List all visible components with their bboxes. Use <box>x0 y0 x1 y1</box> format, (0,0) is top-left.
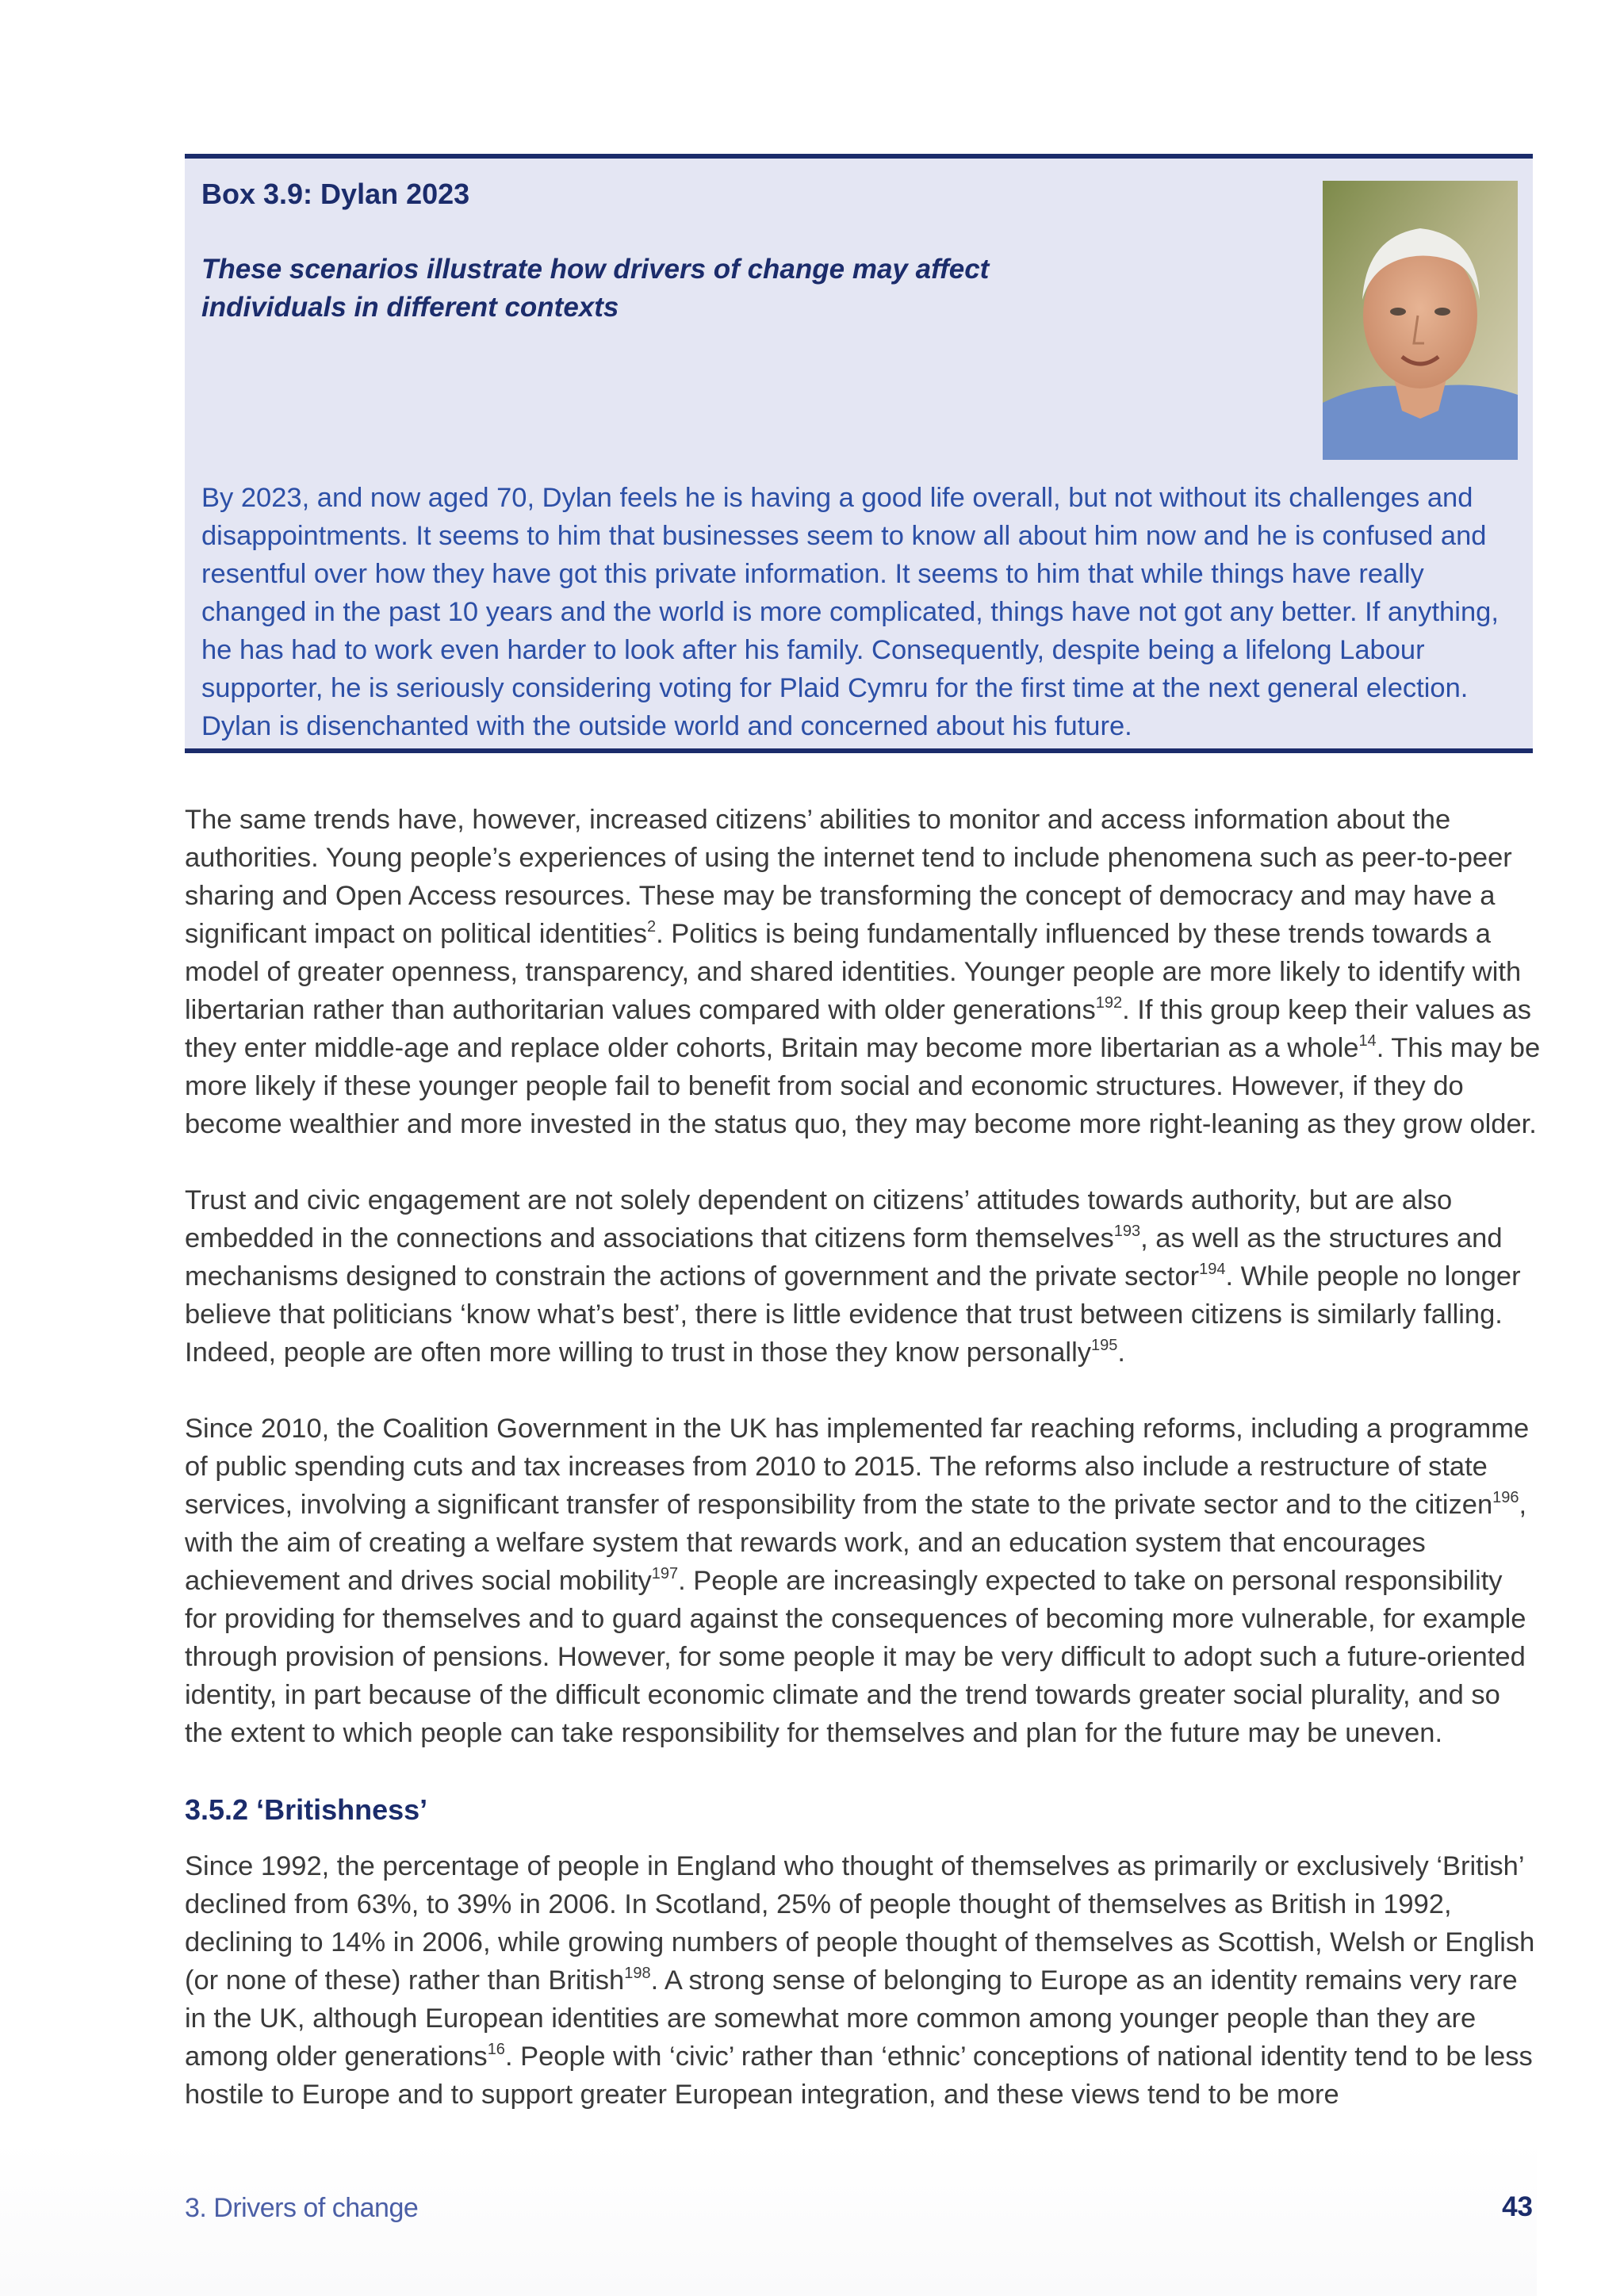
footnote-ref: 195 <box>1091 1337 1118 1354</box>
paragraph-3: Since 2010, the Coalition Government in the UK has implemented far reaching reforms, including a programme of public spending cuts and tax increases from 2010 to 2015. The reforms also include a restructure of state services, involving a significant transfer of responsibility from the state to the private sector and to the citizen$^{196}$, with the aim of creating a welfare system that rewards work, and an education system that encourages achievement and drives social mobility$^{197}$. People are increasingly expected to take on personal responsibility for providing for themselves and to guard against the consequences of becoming more vulnerable, for example through provision of pensions. However, for some people it may be very difficult to adopt such a future-oriented identity, in part because of the difficult economic climate and the trend towards greater social plurality, and so the extent to which people can take responsibility for themselves and plan for the future may be uneven. <box>185 1414 1530 1748</box>
box-subtitle: These scenarios illustrate how drivers of change may affect individuals in different contexts <box>201 254 990 323</box>
footnote-ref: 2 <box>646 918 657 936</box>
paragraph-2: Trust and civic engagement are not solely dependent on citizens’ attitudes towards authority, but are also embedded in the connections and associations that citizens form themselves$^{193}$, as well as the structures and mechanisms designed to constrain the actions of government and the private sector$^{194}$. While people no longer believe that politicians ‘know what’s best’, there is little evidence that trust between citizens is similarly falling. Indeed, people are often more willing to trust in those they know personally$^{195}$. <box>185 1185 1521 1368</box>
footnote-ref: 14 <box>1358 1032 1377 1050</box>
footnote-ref: 193 <box>1113 1223 1141 1240</box>
footnote-ref: 16 <box>487 2041 505 2058</box>
footnote-ref: 196 <box>1492 1489 1519 1506</box>
footer-chapter-label: 3. Drivers of change <box>185 2193 419 2223</box>
section-heading-britishness: 3.5.2 ‘Britishness’ <box>185 1793 428 1826</box>
paragraph-1: The same trends have, however, increased citizens’ abilities to monitor and access information about the authorities. Young people’s experiences of using the internet tend to include phenomena such as peer-to-peer sharing and Open Access resources. These may be transforming the concept of democracy and may have a significant impact on political identities$^2$. Politics is being fundamentally influenced by these trends towards a model of greater openness, transparency, and shared identities. Younger people are more likely to identify with libertarian rather than authoritarian values compared with older generations$^{192}$. If this group keep their values as they enter middle-age and replace older cohorts, Britain may become more libertarian as a whole$^{14}$. This may be more likely if these younger people fail to benefit from social and economic structures. However, if they do become wealthier and more invested in the status quo, they may become more right-leaning as they grow older. <box>185 805 1541 1139</box>
footnote-ref: 194 <box>1199 1261 1226 1278</box>
box-body-text: By 2023, and now aged 70, Dylan feels he is having a good life overall, but not without its challenges and disappointments. It seems to him that businesses seem to know all about him now and he is confused and resentful over how they have got this private information. It seems to him that while things have really changed in the past 10 years and the world is more complicated, things have not got any better. If anything, he has had to work even harder to look after his family. Consequently, despite being a lifelong Labour supporter, he is seriously considering voting for Plaid Cymru for the first time at the next general election. Dylan is disenchanted with the outside world and concerned about his future. <box>201 483 1499 741</box>
footnote-ref: 197 <box>651 1565 679 1582</box>
footnote-ref: 192 <box>1095 994 1123 1012</box>
scenario-box <box>185 154 1533 753</box>
footnote-ref: 198 <box>624 1965 651 1982</box>
dylan-portrait-photo <box>1323 181 1518 460</box>
footer-page-number: 43 <box>1502 2191 1533 2222</box>
paragraph-4: Since 1992, the percentage of people in England who thought of themselves as primarily or exclusively ‘British’ declined from 63%, to 39% in 2006. In Scotland, 25% of people thought of themselves as British in 1992, declining to 14% in 2006, while growing numbers of people thought of themselves as Scottish, Welsh or English (or none of these) rather than British$^{198}$. A strong sense of belonging to Europe as an identity remains very rare in the UK, although European identities are somewhat more common among younger people than they are among older generations$^{16}$. People with ‘civic’ rather than ‘ethnic’ conceptions of national identity tend to be less hostile to Europe and to support greater European integration, and these views tend to be more <box>185 1851 1535 2110</box>
box-title: Box 3.9: Dylan 2023 <box>201 178 470 210</box>
